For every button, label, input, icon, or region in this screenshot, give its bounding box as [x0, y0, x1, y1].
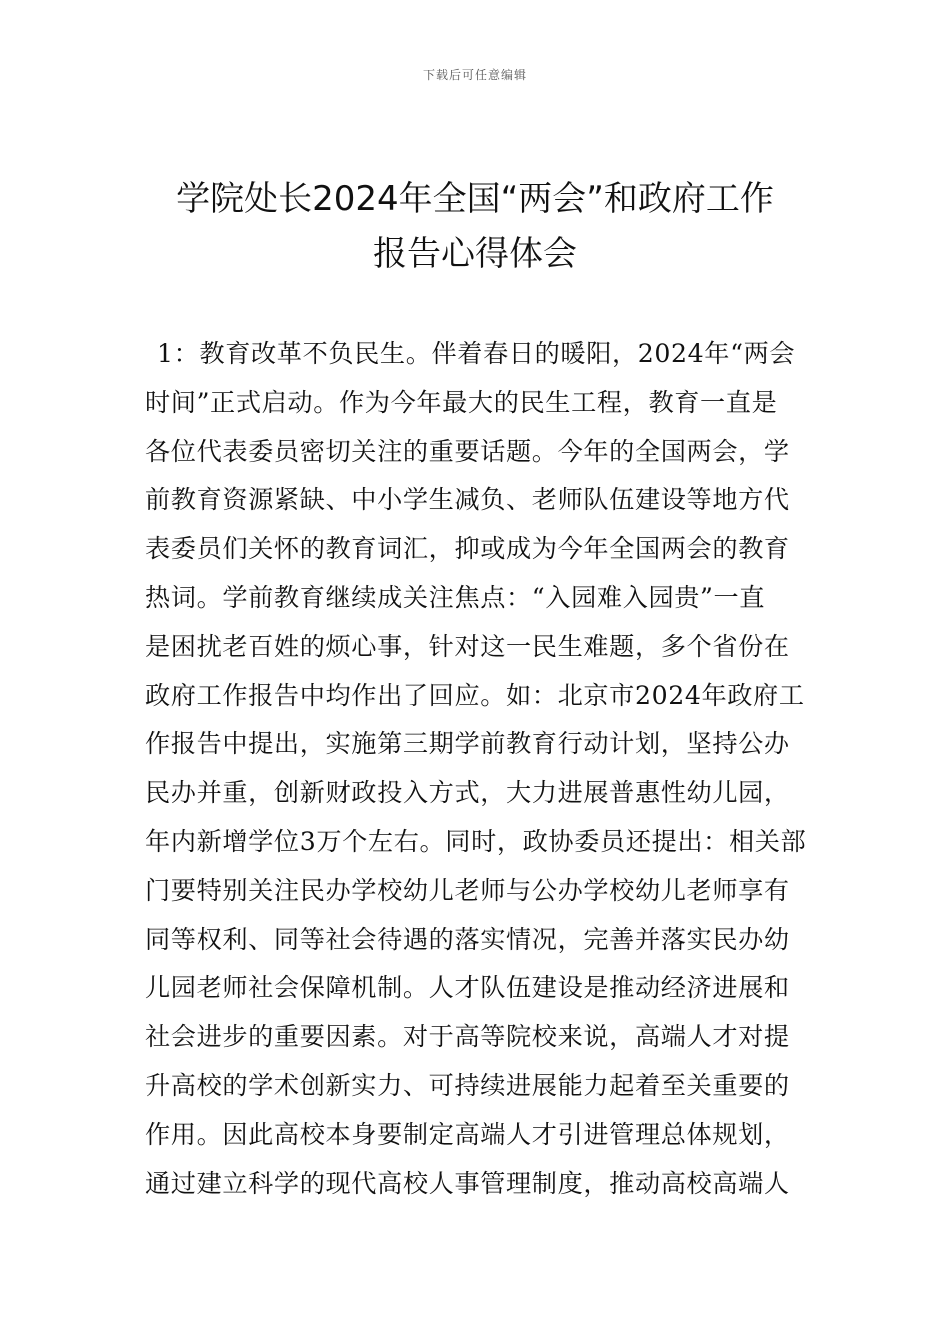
body-line: 作报告中提出，实施第三期学前教育行动计划，坚持公办	[145, 729, 790, 759]
body-line: 是困扰老百姓的烦心事，针对这一民生难题，多个省份在	[145, 631, 790, 661]
body-line: 1：教育改革不负民生。伴着春日的暖阳，2024年“两会	[157, 339, 796, 368]
body-line: 表委员们关怀的教育词汇，抑或成为今年全国两会的教育	[145, 534, 790, 564]
body-line: 民办并重，创新财政投入方式，大力进展普惠性幼儿园，	[145, 778, 790, 808]
body-line: 社会进步的重要因素。对于高等院校来说，高端人才对提	[145, 1022, 790, 1052]
document-body	[145, 330, 810, 1208]
body-line: 门要特别关注民办学校幼儿老师与公办学校幼儿老师享有	[145, 875, 790, 905]
body-line: 政府工作报告中均作出了回应。如：北京市2024年政府工	[145, 680, 805, 710]
body-line: 同等权利、同等社会待遇的落实情况，完善并落实民办幼	[145, 924, 790, 954]
body-line: 升高校的学术创新实力、可持续进展能力起着至关重要的	[145, 1070, 790, 1100]
body-line: 通过建立科学的现代高校人事管理制度，推动高校高端人	[145, 1168, 790, 1198]
body-line: 热词。学前教育继续成关注焦点：“入园难入园贵”一直	[145, 582, 766, 612]
body-line: 各位代表委员密切关注的重要话题。今年的全国两会，学	[145, 436, 790, 466]
page-header-note: 下载后可任意编辑	[422, 68, 527, 82]
document-title	[120, 172, 830, 282]
body-line: 年内新增学位3万个左右。同时，政协委员还提出：相关部	[145, 826, 807, 856]
document-title-line-1: 学院处长2024年全国“两会”和政府工作	[176, 179, 774, 219]
body-line: 前教育资源紧缺、中小学生减负、老师队伍建设等地方代	[145, 485, 790, 515]
document-title-line-2: 报告心得体会	[373, 234, 577, 274]
body-line: 儿园老师社会保障机制。人才队伍建设是推动经济进展和	[145, 973, 790, 1003]
body-line: 时间”正式启动。作为今年最大的民生工程，教育一直是	[145, 387, 778, 417]
body-line: 作用。因此高校本身要制定高端人才引进管理总体规划，	[145, 1119, 790, 1149]
